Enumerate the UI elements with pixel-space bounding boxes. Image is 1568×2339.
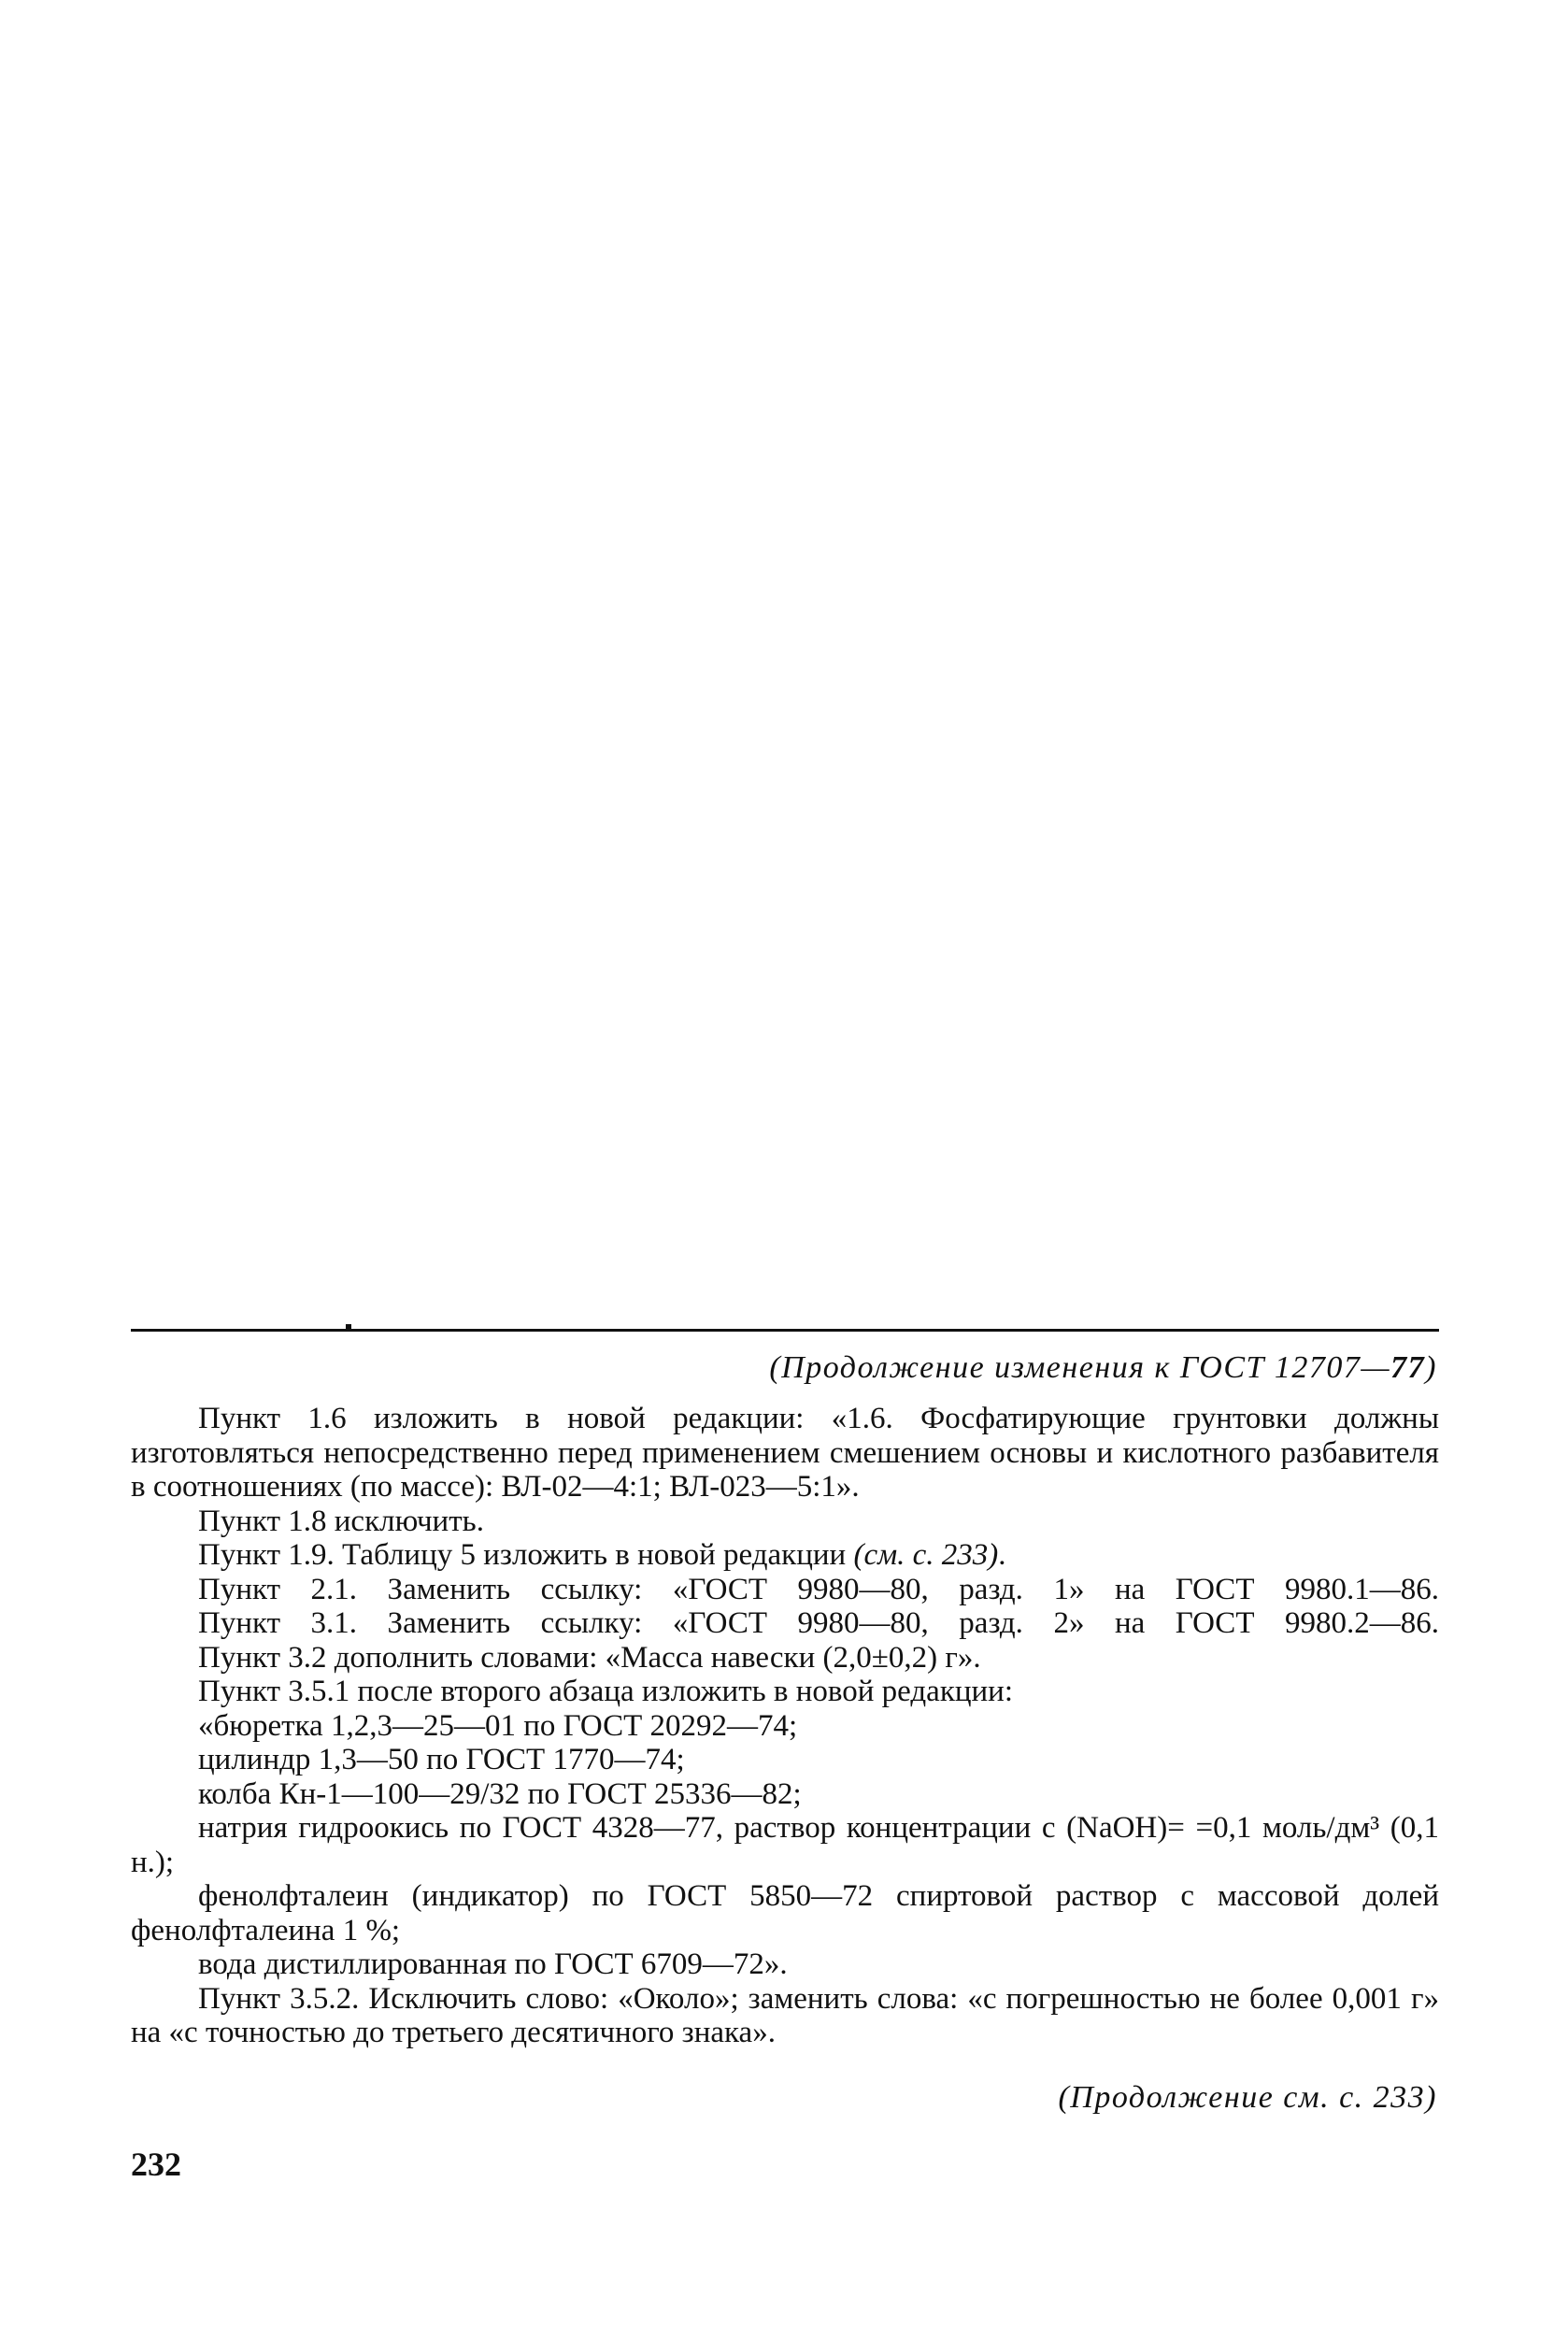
list-item-burette: «бюретка 1,2,3—25—01 по ГОСТ 20292—74; [198, 1708, 798, 1743]
continuation-header-prefix: (Продолжение изменения к ГОСТ 12707— [769, 1350, 1391, 1385]
page-number: 232 [131, 2146, 181, 2183]
list-item-phenolphthalein: фенолфталеин (индикатор) по ГОСТ 5850—72 спиртовой раствор с массовой долей фенолфталеина 1 %; [131, 1879, 1439, 1947]
paragraph-2-1: Пункт 2.1. Заменить ссылку: «ГОСТ 9980—80, разд. 1» на ГОСТ 9980.1—86. [198, 1572, 1439, 1606]
paragraph-1-9-page-ref: (см. с. 233) [853, 1538, 999, 1572]
paragraph-3-1: Пункт 3.1. Заменить ссылку: «ГОСТ 9980—80, разд. 2» на ГОСТ 9980.2—86. [198, 1606, 1439, 1640]
list-item-distilled-water: вода дистиллированная по ГОСТ 6709—72». [198, 1947, 788, 1981]
continuation-footer: (Продолжение см. с. 233) [1058, 2080, 1437, 2115]
continuation-header [769, 1350, 1437, 1386]
paragraph-1-9 [131, 1538, 1439, 1573]
list-item-flask: колба Кн-1—100—29/32 по ГОСТ 25336—82; [198, 1776, 802, 1811]
continuation-header-year: 77 [1390, 1350, 1426, 1385]
paragraph-1-9-end: . [998, 1538, 1006, 1572]
paragraph-1-6: Пункт 1.6 изложить в новой редакции: «1.6. Фосфатирующие грунтовки должны изготовляться непосредственно перед применением смешением основы и кислотного разбавителя в соотношениях (по массе): ВЛ-02—4:1; ВЛ-023—5:1». [131, 1402, 1439, 1504]
continuation-header-suffix: ) [1425, 1350, 1437, 1385]
divider-tick-mark [346, 1324, 351, 1329]
paragraph-3-2: Пункт 3.2 дополнить словами: «Масса навески (2,0±0,2) г». [198, 1640, 981, 1675]
paragraph-1-9-text: Пункт 1.9. Таблицу 5 изложить в новой редакции [198, 1538, 854, 1572]
top-divider-rule [131, 1329, 1439, 1332]
paragraph-1-8: Пункт 1.8 исключить. [198, 1504, 484, 1538]
paragraph-3-5-2: Пункт 3.5.2. Исключить слово: «Около»; заменить слова: «с погрешностью не более 0,001 г» на «с точностью до третьего десятичного знака». [131, 1981, 1439, 2049]
amendment-body [131, 1402, 1439, 2050]
list-item-cylinder: цилиндр 1,3—50 по ГОСТ 1770—74; [198, 1743, 685, 1776]
paragraph-3-5-1: Пункт 3.5.1 после второго абзаца изложить в новой редакции: [198, 1675, 1014, 1708]
list-item-sodium-hydroxide: натрия гидроокись по ГОСТ 4328—77, раствор концентрации с (NaOH)= =0,1 моль/дм³ (0,1 н.); [131, 1811, 1439, 1879]
